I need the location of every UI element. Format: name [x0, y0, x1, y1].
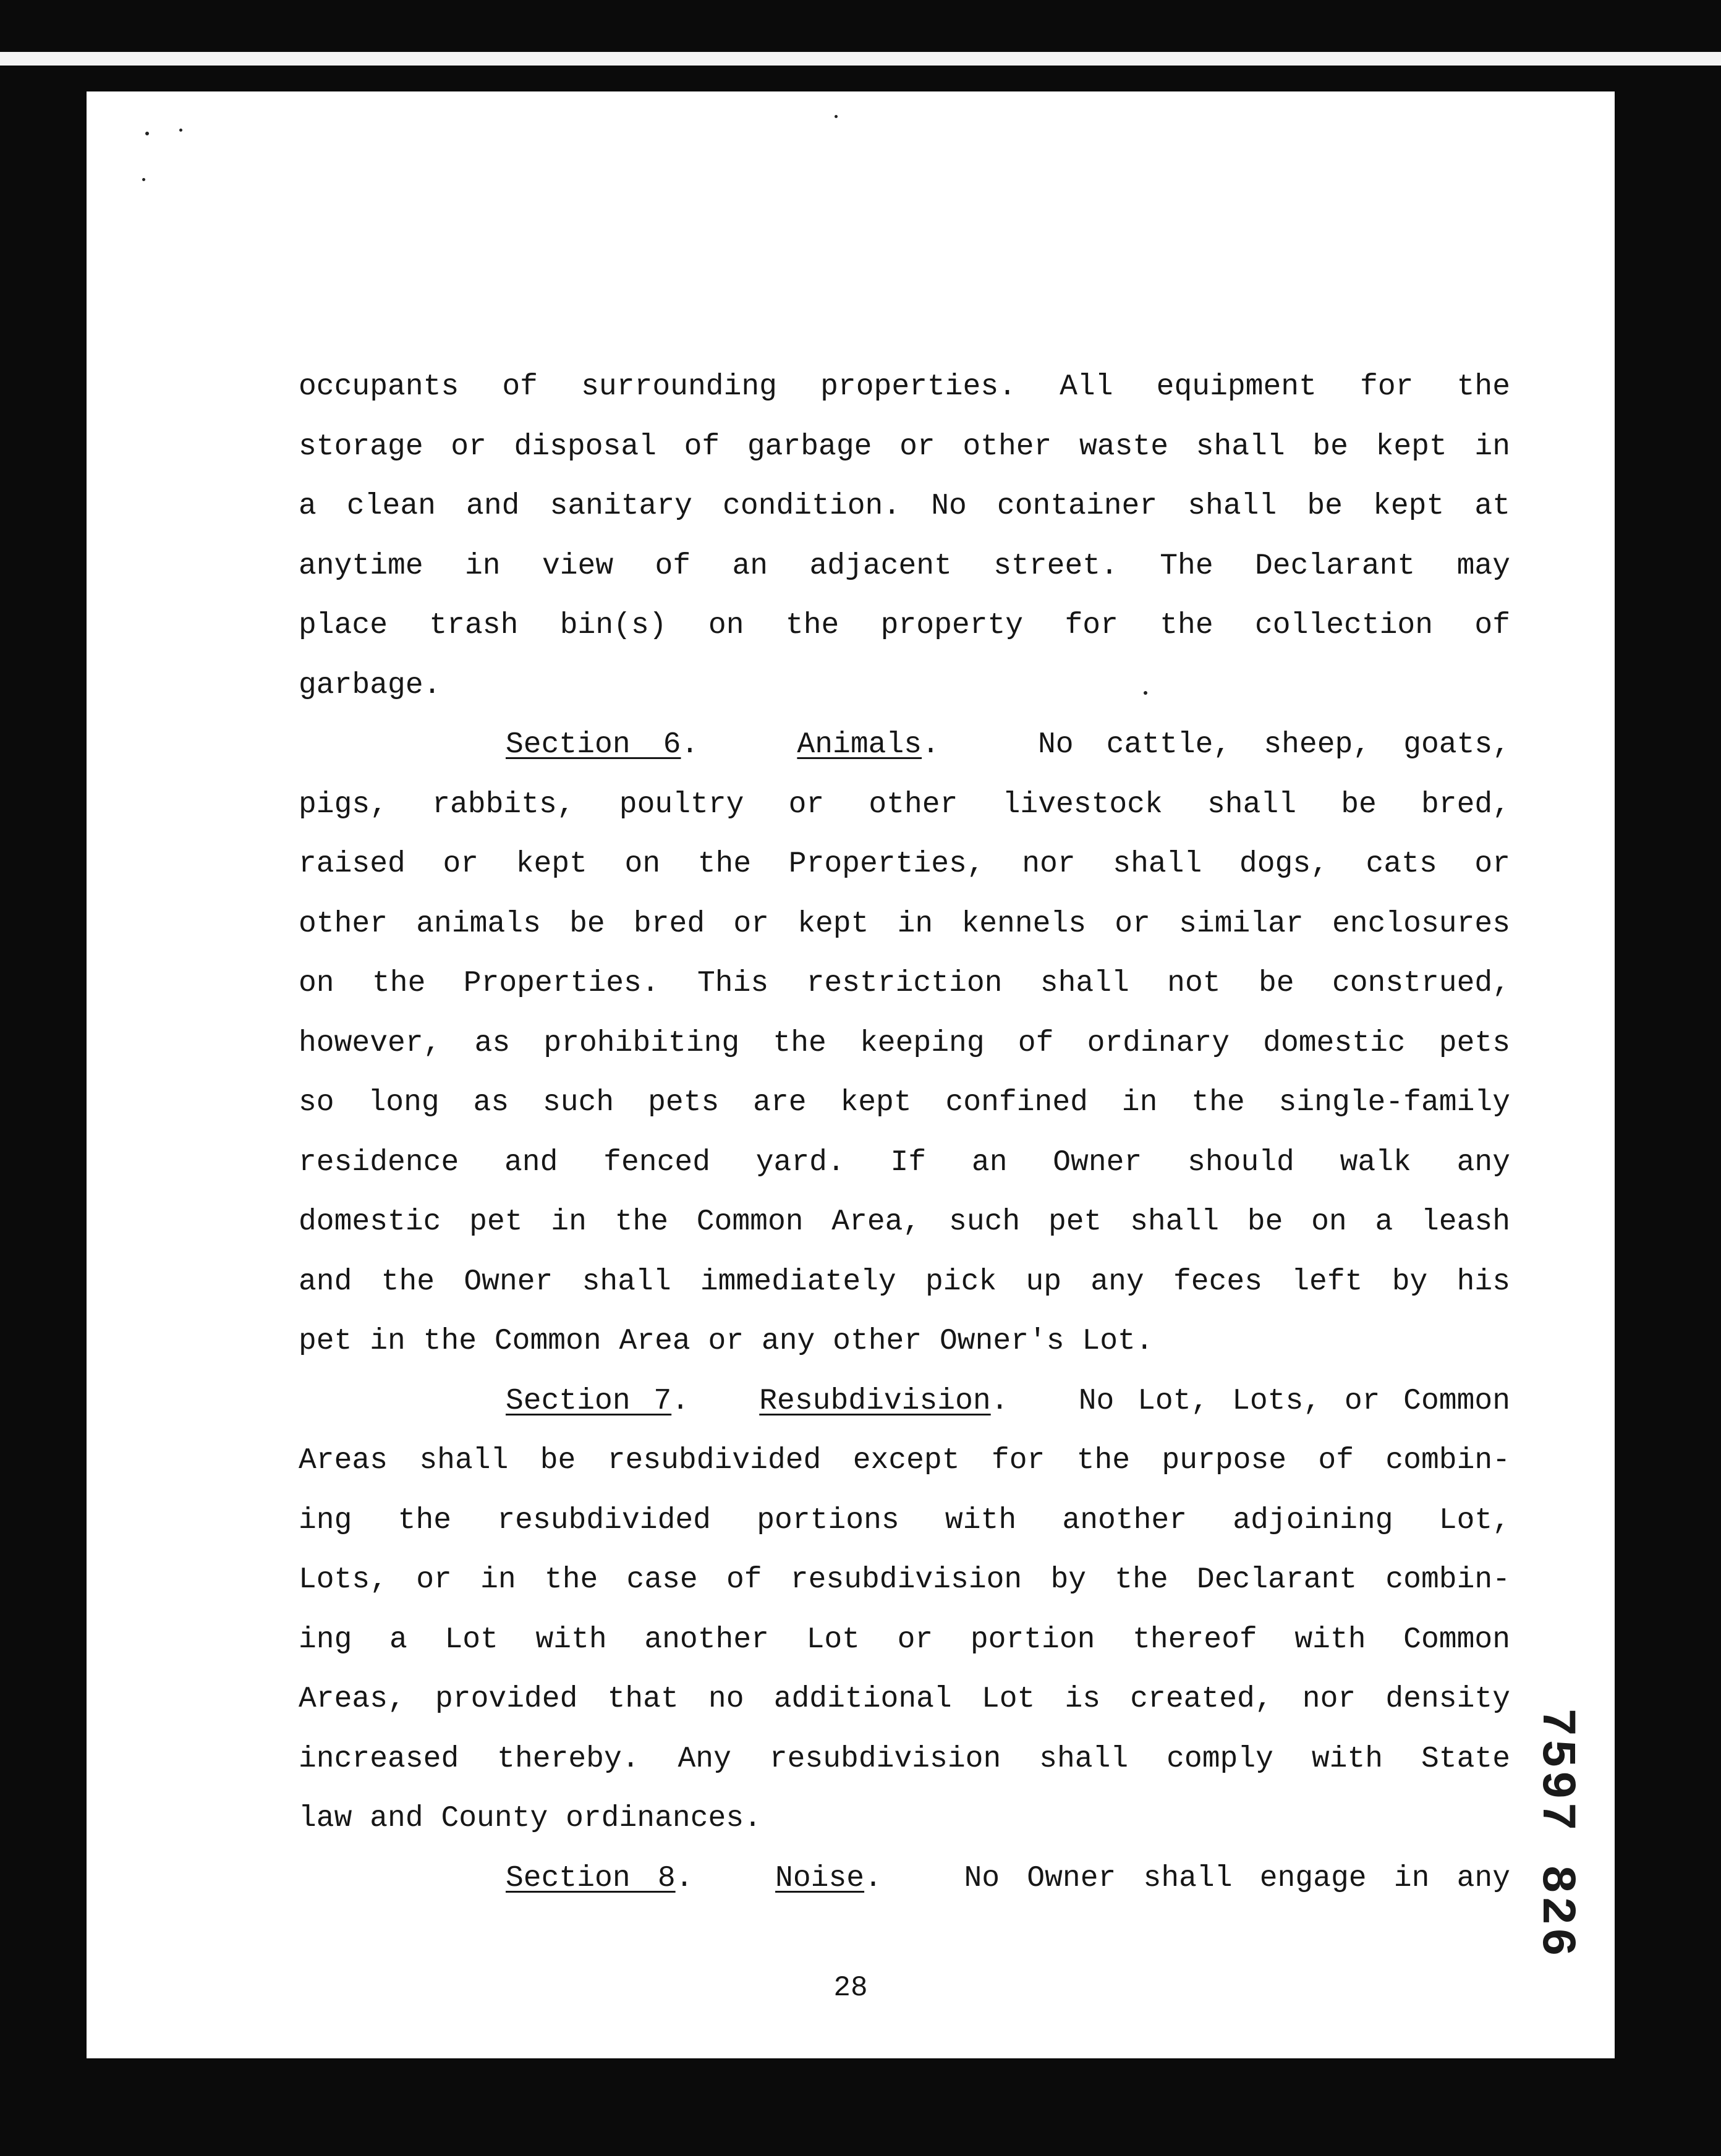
- text-line: pigs, rabbits, poultry or other livestock shall be bred,: [299, 787, 1510, 821]
- section-7-first-line: No Lot, Lots, or Common: [1078, 1384, 1511, 1418]
- margin-stamp: [1485, 1697, 1627, 1969]
- section-8-first-line: No Owner shall engage in any: [964, 1861, 1510, 1895]
- text-line: increased thereby. Any resubdivision shall comply with State: [299, 1742, 1510, 1776]
- section-6-first-line: No cattle, sheep, goats,: [1038, 728, 1511, 762]
- text-line: place trash bin(s) on the property for the collection of: [299, 609, 1510, 642]
- text-line: pet in the Common Area or any other Owner's Lot.: [299, 1325, 1154, 1358]
- text-line: Areas shall be resubdivided except for the purpose of combin-: [299, 1444, 1510, 1477]
- text-line: occupants of surrounding properties. All equipment for the: [299, 370, 1510, 404]
- text-line: raised or kept on the Properties, nor shall dogs, cats or: [299, 847, 1510, 881]
- text-line: Areas, provided that no additional Lot is created, nor density: [299, 1683, 1510, 1716]
- text-line: ing a Lot with another Lot or portion thereof with Common: [299, 1623, 1510, 1657]
- section-6-label: Section 6: [506, 728, 681, 762]
- text-line: domestic pet in the Common Area, such pet shall be on a leash: [299, 1205, 1510, 1239]
- section-7-title: Resubdivision: [759, 1384, 991, 1418]
- section-7-heading-line: Section 7. Resubdivision. No Lot, Lots, or Common: [506, 1384, 1511, 1418]
- text-line: and the Owner shall immediately pick up any feces left by his: [299, 1265, 1510, 1299]
- scan-speck: [145, 132, 149, 135]
- text-line: on the Properties. This restriction shall not be construed,: [299, 967, 1510, 1000]
- section-6-heading-line: Section 6. Animals. No cattle, sheep, goats,: [506, 728, 1511, 762]
- section-8-title: Noise: [775, 1861, 865, 1895]
- page-number: 28: [833, 1972, 868, 2004]
- scan-speck: [179, 129, 182, 132]
- text-line: so long as such pets are kept confined in the single-family: [299, 1086, 1510, 1119]
- text-line: anytime in view of an adjacent street. The Declarant may: [299, 549, 1510, 583]
- text-line: garbage.: [299, 668, 441, 702]
- text-line: residence and fenced yard. If an Owner should walk any: [299, 1145, 1510, 1179]
- text-line: law and County ordinances.: [299, 1802, 762, 1835]
- scan-speck: [835, 115, 838, 118]
- text-line: however, as prohibiting the keeping of ordinary domestic pets: [299, 1026, 1510, 1060]
- text-line: a clean and sanitary condition. No container shall be kept at: [299, 490, 1510, 523]
- text-line: Lots, or in the case of resubdivision by the Declarant combin-: [299, 1563, 1510, 1597]
- text-line: ing the resubdivided portions with another adjoining Lot,: [299, 1503, 1510, 1537]
- section-7-label: Section 7: [506, 1384, 672, 1418]
- section-6-title: Animals: [797, 728, 922, 762]
- scan-edge-strip: [0, 52, 1721, 66]
- document-page: [87, 91, 1615, 2058]
- body-text: [299, 357, 1510, 1908]
- text-line: storage or disposal of garbage or other waste shall be kept in: [299, 430, 1510, 464]
- scan-speck: [142, 178, 145, 181]
- margin-stamp-text: 7597 826: [1529, 1707, 1583, 1959]
- section-8-heading-line: Section 8. Noise. No Owner shall engage in any: [506, 1861, 1510, 1895]
- section-8-label: Section 8: [506, 1861, 676, 1895]
- text-line: other animals be bred or kept in kennels or similar enclosures: [299, 907, 1510, 941]
